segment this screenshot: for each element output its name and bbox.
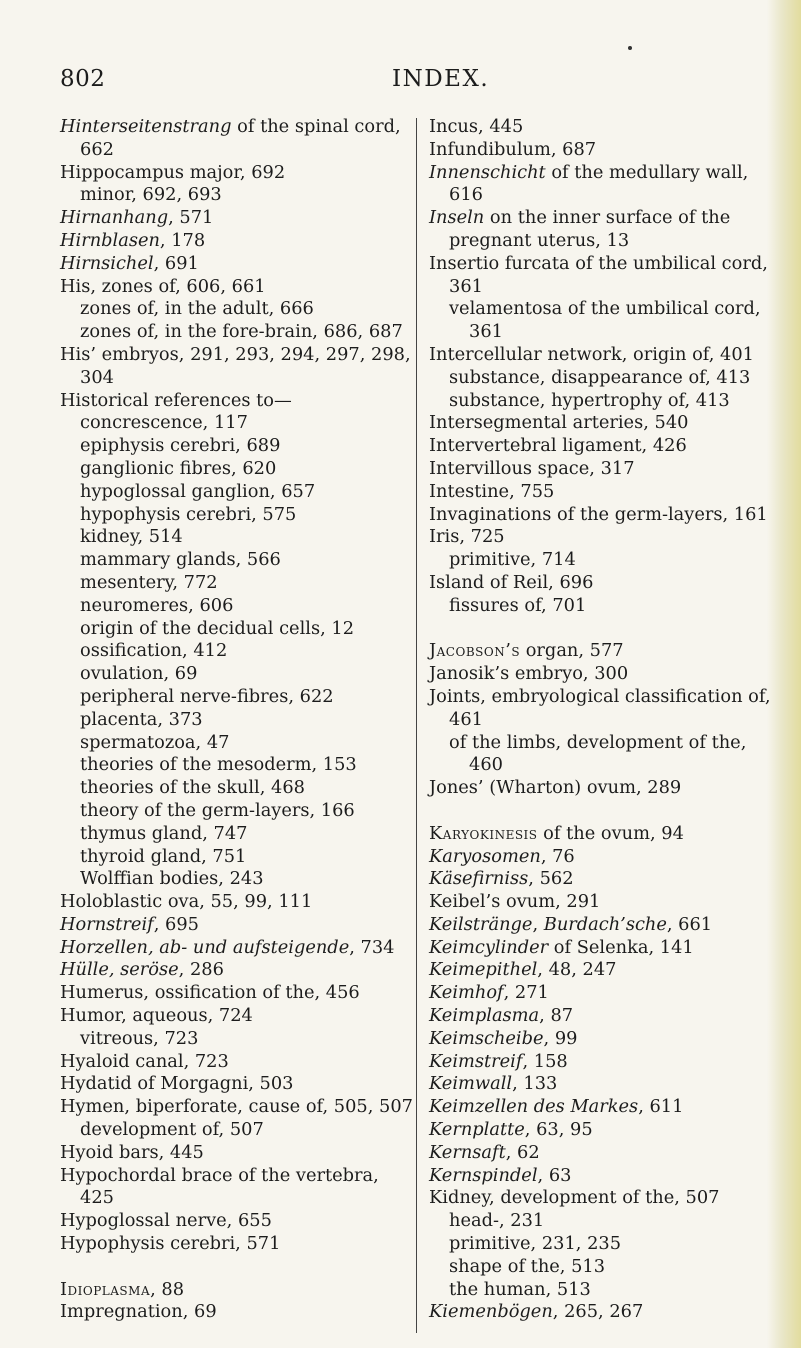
entry-text: zones of, in the fore-brain, 686, 687 bbox=[80, 321, 403, 343]
index-entry bbox=[60, 982, 415, 1005]
entry-text: His, zones of, 606, 661 bbox=[60, 275, 266, 297]
entry-text: , 88 bbox=[150, 1278, 185, 1300]
entry-text: head-, 231 bbox=[449, 1210, 545, 1232]
entry-text: Hirnsichel bbox=[60, 252, 154, 274]
entry-text: , 63, 95 bbox=[524, 1119, 593, 1141]
entry-text: , 158 bbox=[522, 1050, 568, 1072]
entry-text: Insertio furcata of the umbilical cord, 361 bbox=[429, 252, 768, 297]
entry-text: fissures of, 701 bbox=[449, 594, 587, 616]
entry-text: Keilstränge bbox=[429, 913, 533, 935]
index-subentry bbox=[60, 618, 415, 641]
entry-text: Hippocampus major, 692 bbox=[60, 161, 286, 183]
entry-text: Kernplatte bbox=[429, 1119, 525, 1141]
entry-text: Keimplasma bbox=[429, 1005, 540, 1027]
entry-text: Karyokinesis bbox=[429, 822, 538, 844]
index-subentry bbox=[60, 321, 415, 344]
index-entry bbox=[429, 1119, 774, 1142]
entry-text: , 87 bbox=[539, 1005, 574, 1027]
entry-text: Intersegmental arteries, 540 bbox=[429, 412, 689, 434]
index-subentry bbox=[429, 1279, 774, 1302]
entry-text: theory of the germ-layers, 166 bbox=[80, 799, 355, 821]
index-entry bbox=[429, 458, 774, 481]
entry-text: of the ovum, 94 bbox=[537, 822, 684, 844]
entry-text: mesentery, 772 bbox=[80, 571, 218, 593]
entry-text: Invaginations of the germ-layers, 161 bbox=[429, 503, 768, 525]
entry-text: of Selenka, 141 bbox=[548, 936, 694, 958]
entry-text: substance, disappearance of, 413 bbox=[449, 366, 751, 388]
index-entry bbox=[429, 253, 774, 299]
index-subentry bbox=[60, 549, 415, 572]
entry-text: Kidney, development of the, 507 bbox=[429, 1187, 720, 1209]
entry-text: of the medullary wall, 616 bbox=[449, 161, 749, 206]
entry-text: Hyaloid canal, 723 bbox=[60, 1050, 229, 1072]
entry-text: , 265, 267 bbox=[552, 1301, 644, 1323]
entry-text: shape of the, 513 bbox=[449, 1255, 606, 1277]
index-subentry bbox=[60, 686, 415, 709]
entry-text: hypophysis cerebri, 575 bbox=[80, 503, 297, 525]
index-entry bbox=[60, 390, 415, 413]
index-entry bbox=[429, 914, 774, 937]
index-entry bbox=[429, 959, 774, 982]
index-subentry bbox=[429, 298, 774, 344]
entry-text: Keimepithel bbox=[429, 959, 538, 981]
index-entry bbox=[60, 253, 415, 276]
index-subentry bbox=[60, 572, 415, 595]
index-subentry bbox=[60, 663, 415, 686]
index-entry bbox=[60, 230, 415, 253]
entry-text: Keimwall bbox=[429, 1073, 513, 1095]
index-subentry bbox=[60, 868, 415, 891]
index-column-left bbox=[60, 116, 415, 1324]
entry-text: Hirnblasen bbox=[60, 229, 160, 251]
index-entry bbox=[429, 1301, 774, 1324]
index-subentry bbox=[60, 504, 415, 527]
entry-text: Joints, embryological classification of, 461 bbox=[429, 685, 771, 730]
entry-text: Hinterseitenstrang bbox=[60, 116, 232, 137]
index-entry bbox=[60, 891, 415, 914]
entry-text: Humor, aqueous, 724 bbox=[60, 1005, 253, 1027]
index-subentry bbox=[60, 595, 415, 618]
entry-text: velamentosa of the umbilical cord, 361 bbox=[449, 298, 761, 343]
entry-text: Karyosomen bbox=[429, 845, 541, 867]
entry-text: , 99 bbox=[543, 1027, 578, 1049]
index-subentry bbox=[429, 732, 774, 778]
entry-text: peripheral nerve-fibres, 622 bbox=[80, 685, 334, 707]
index-entry bbox=[60, 1233, 415, 1256]
entry-text: substance, hypertrophy of, 413 bbox=[449, 389, 730, 411]
index-entry bbox=[429, 1165, 774, 1188]
entry-text: , bbox=[532, 913, 544, 935]
entry-text: zones of, in the adult, 666 bbox=[80, 298, 314, 320]
entry-text: Kernspindel bbox=[429, 1164, 538, 1186]
entry-text: Hydatid of Morgagni, 503 bbox=[60, 1073, 294, 1095]
entry-text: , 661 bbox=[666, 913, 713, 935]
index-entry bbox=[429, 1187, 774, 1210]
index-entry bbox=[429, 663, 774, 686]
index-entry bbox=[429, 868, 774, 891]
entry-text: Wolffian bodies, 243 bbox=[80, 868, 264, 890]
index-subentry bbox=[60, 800, 415, 823]
index-subentry bbox=[60, 458, 415, 481]
entry-text: , 571 bbox=[168, 207, 214, 229]
entry-text: Hypoglossal nerve, 655 bbox=[60, 1210, 272, 1232]
entry-text: , 76 bbox=[540, 845, 575, 867]
entry-text: Incus, 445 bbox=[429, 116, 524, 137]
entry-text: origin of the decidual cells, 12 bbox=[80, 617, 355, 639]
index-subentry bbox=[60, 709, 415, 732]
index-entry bbox=[429, 435, 774, 458]
entry-text: Holoblastic ova, 55, 99, 111 bbox=[60, 891, 313, 913]
entry-text: development of, 507 bbox=[80, 1119, 264, 1141]
entry-text: Jones’ (Wharton) ovum, 289 bbox=[429, 777, 682, 799]
entry-text: Keimscheibe bbox=[429, 1027, 544, 1049]
index-entry bbox=[60, 162, 415, 185]
index-entry bbox=[60, 116, 415, 162]
index-entry bbox=[429, 891, 774, 914]
index-entry bbox=[429, 937, 774, 960]
entry-text: of the limbs, development of the, 460 bbox=[449, 731, 747, 776]
index-entry bbox=[429, 1096, 774, 1119]
entry-text: Innenschicht bbox=[429, 161, 546, 183]
index-subentry bbox=[60, 777, 415, 800]
entry-text: theories of the mesoderm, 153 bbox=[80, 754, 357, 776]
index-subentry bbox=[429, 1233, 774, 1256]
entry-text: Iris, 725 bbox=[429, 526, 505, 548]
index-subentry bbox=[60, 823, 415, 846]
entry-text: Jacobson’s bbox=[429, 640, 521, 662]
entry-text: Burdach’sche bbox=[543, 913, 667, 935]
index-subentry bbox=[60, 754, 415, 777]
index-subentry bbox=[60, 481, 415, 504]
entry-text: Hypophysis cerebri, 571 bbox=[60, 1233, 281, 1255]
index-entry bbox=[60, 207, 415, 230]
entry-text: of the spinal cord, 662 bbox=[80, 116, 401, 160]
entry-text: Intercellular network, origin of, 401 bbox=[429, 343, 754, 365]
entry-text: Keimcylinder bbox=[429, 936, 549, 958]
index-subentry bbox=[429, 390, 774, 413]
entry-text: ganglionic fibres, 620 bbox=[80, 457, 277, 479]
index-subentry bbox=[60, 640, 415, 663]
entry-text: placenta, 373 bbox=[80, 708, 203, 730]
entry-text: Inseln bbox=[429, 207, 485, 229]
index-subentry bbox=[429, 1210, 774, 1233]
index-entry bbox=[429, 139, 774, 162]
index-entry bbox=[60, 1301, 415, 1324]
index-entry bbox=[429, 526, 774, 549]
entry-text: concrescence, 117 bbox=[80, 412, 248, 434]
index-entry bbox=[60, 1051, 415, 1074]
entry-text: Humerus, ossification of the, 456 bbox=[60, 982, 360, 1004]
entry-text: , 48, 247 bbox=[537, 959, 617, 981]
column-divider bbox=[416, 118, 417, 1333]
entry-text: Kiemenbögen bbox=[429, 1301, 553, 1323]
entry-text: ossification, 412 bbox=[80, 640, 228, 662]
entry-text: thymus gland, 747 bbox=[80, 822, 248, 844]
entry-text: minor, 692, 693 bbox=[80, 184, 222, 206]
index-entry bbox=[429, 777, 774, 800]
index-subentry bbox=[429, 595, 774, 618]
index-entry bbox=[60, 959, 415, 982]
index-subentry bbox=[60, 526, 415, 549]
entry-text: Infundibulum, 687 bbox=[429, 138, 597, 160]
entry-text: ovulation, 69 bbox=[80, 663, 198, 685]
index-entry bbox=[429, 1028, 774, 1051]
entry-text: , 63 bbox=[537, 1164, 572, 1186]
index-entry bbox=[60, 1096, 415, 1119]
index-subentry bbox=[60, 435, 415, 458]
index-subentry bbox=[60, 184, 415, 207]
entry-text: thyroid gland, 751 bbox=[80, 845, 247, 867]
page-header bbox=[0, 66, 801, 96]
entry-text: Intestine, 755 bbox=[429, 480, 555, 502]
entry-text: primitive, 714 bbox=[449, 549, 576, 571]
entry-text: Hirnanhang bbox=[60, 207, 169, 229]
entry-text: theories of the skull, 468 bbox=[80, 777, 305, 799]
index-subentry bbox=[429, 549, 774, 572]
entry-text: Hyoid bars, 445 bbox=[60, 1141, 204, 1163]
entry-text: Käsefirniss bbox=[429, 868, 529, 890]
index-entry bbox=[60, 1073, 415, 1096]
index-entry bbox=[429, 1005, 774, 1028]
entry-text: Idioplasma bbox=[60, 1278, 151, 1300]
index-subentry bbox=[60, 1119, 415, 1142]
index-entry bbox=[429, 686, 774, 732]
index-subentry bbox=[60, 412, 415, 435]
entry-text: Keibel’s ovum, 291 bbox=[429, 891, 601, 913]
index-entry bbox=[429, 504, 774, 527]
index-column-right bbox=[429, 116, 774, 1324]
index-entry bbox=[429, 481, 774, 504]
index-subentry bbox=[429, 1256, 774, 1279]
index-entry bbox=[429, 846, 774, 869]
index-entry bbox=[429, 162, 774, 208]
entry-text: , 691 bbox=[153, 252, 199, 274]
index-entry bbox=[60, 937, 415, 960]
entry-text: , 611 bbox=[638, 1096, 684, 1118]
entry-text: , 562 bbox=[528, 868, 574, 890]
entry-text: Hülle, seröse bbox=[60, 959, 179, 981]
entry-text: Janosik’s embryo, 300 bbox=[429, 663, 629, 685]
index-entry bbox=[429, 982, 774, 1005]
entry-text: , 178 bbox=[159, 229, 206, 251]
entry-text: organ, 577 bbox=[520, 640, 624, 662]
entry-text: the human, 513 bbox=[449, 1278, 591, 1300]
entry-text: Keimstreif bbox=[429, 1050, 523, 1072]
entry-text: mammary glands, 566 bbox=[80, 549, 281, 571]
entry-text: , 62 bbox=[505, 1141, 540, 1163]
entry-text: His’ embryos, 291, 293, 294, 297, 298, 304 bbox=[60, 343, 411, 388]
index-entry bbox=[60, 1279, 415, 1302]
entry-text: Kernsaft bbox=[429, 1141, 506, 1163]
index-subentry bbox=[60, 732, 415, 755]
entry-text: vitreous, 723 bbox=[80, 1027, 199, 1049]
entry-text: , 286 bbox=[178, 959, 224, 981]
entry-text: Horzellen, ab- und aufsteigende bbox=[60, 936, 350, 958]
index-entry bbox=[60, 1005, 415, 1028]
entry-text: Historical references to— bbox=[60, 389, 292, 411]
entry-text: Hymen, biperforate, cause of, 505, 507 bbox=[60, 1096, 413, 1118]
index-entry bbox=[429, 116, 774, 139]
entry-text: , 271 bbox=[503, 982, 549, 1004]
entry-text: Intervillous space, 317 bbox=[429, 457, 635, 479]
index-entry bbox=[60, 344, 415, 390]
entry-text: neuromeres, 606 bbox=[80, 594, 234, 616]
index-entry bbox=[60, 914, 415, 937]
index-subentry bbox=[60, 298, 415, 321]
index-entry bbox=[429, 572, 774, 595]
entry-text: Keimhof bbox=[429, 982, 504, 1004]
printing-speck bbox=[628, 46, 632, 50]
index-entry bbox=[429, 344, 774, 367]
index-subentry bbox=[429, 367, 774, 390]
entry-text: Hornstreif bbox=[60, 913, 154, 935]
running-head: INDEX. bbox=[392, 66, 490, 92]
entry-text: Hypochordal brace of the vertebra, 425 bbox=[60, 1164, 379, 1209]
entry-text: Intervertebral ligament, 426 bbox=[429, 435, 687, 457]
index-entry bbox=[60, 1165, 415, 1211]
entry-text: spermatozoa, 47 bbox=[80, 731, 230, 753]
entry-text: Impregnation, 69 bbox=[60, 1301, 217, 1323]
page-number: 802 bbox=[60, 66, 106, 92]
index-entry bbox=[429, 823, 774, 846]
index-entry bbox=[429, 640, 774, 663]
index-entry bbox=[60, 1210, 415, 1233]
entry-text: Keimzellen des Markes bbox=[429, 1096, 639, 1118]
index-entry bbox=[429, 1073, 774, 1096]
entry-text: , 695 bbox=[153, 913, 199, 935]
entry-text: primitive, 231, 235 bbox=[449, 1233, 622, 1255]
index-entry bbox=[60, 1142, 415, 1165]
index-entry bbox=[429, 207, 774, 253]
entry-text: on the inner surface of the pregnant uterus, 13 bbox=[449, 207, 731, 251]
index-subentry bbox=[60, 846, 415, 869]
index-entry bbox=[429, 412, 774, 435]
entry-text: , 133 bbox=[512, 1073, 558, 1095]
index-entry bbox=[60, 276, 415, 299]
index-entry bbox=[429, 1051, 774, 1074]
index-subentry bbox=[60, 1028, 415, 1051]
entry-text: kidney, 514 bbox=[80, 526, 183, 548]
index-entry bbox=[429, 1142, 774, 1165]
entry-text: epiphysis cerebri, 689 bbox=[80, 435, 281, 457]
entry-text: Island of Reil, 696 bbox=[429, 571, 594, 593]
entry-text: , 734 bbox=[349, 936, 395, 958]
entry-text: hypoglossal ganglion, 657 bbox=[80, 480, 316, 502]
